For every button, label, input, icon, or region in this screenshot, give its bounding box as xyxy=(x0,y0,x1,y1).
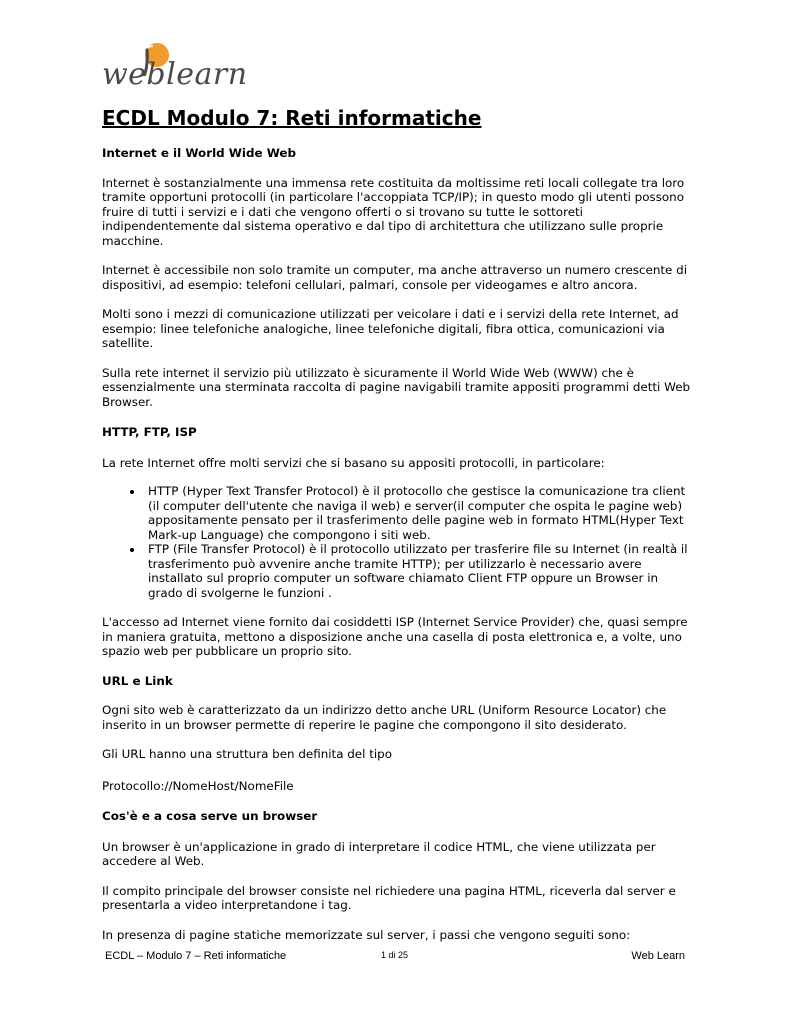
protocol-list xyxy=(102,484,692,600)
paragraph: Gli URL hanno una struttura ben definita del tipo xyxy=(102,747,392,761)
footer-document-title: ECDL – Modulo 7 – Reti informatiche xyxy=(105,950,287,962)
heading-url-link: URL e Link xyxy=(102,673,173,688)
paragraph: La rete Internet offre molti servizi che si basano su appositi protocolli, in particolare: xyxy=(102,455,605,470)
url-structure: Protocollo://NomeHost/NomeFile xyxy=(102,778,294,793)
paragraph: Il compito principale del browser consiste nel richiedere una pagina HTML, riceverla dal server e presentarla a video interpretandone i tag. xyxy=(102,883,676,912)
document-body xyxy=(102,146,692,942)
paragraph: L'accesso ad Internet viene fornito dai cosiddetti ISP (Internet Service Provider) che, quasi sempre in maniera gratuita, mettono a disposizione anche una casella di posta elettronica e, a volte, uno spazio web per pubblicare un proprio sito. xyxy=(102,615,688,658)
footer-brand: Web Learn xyxy=(631,950,685,962)
paragraph: Sulla rete internet il servizio più utilizzato è sicuramente il World Wide Web (WWW) che è essenzialmente una sterminata raccolta di pagine navigabili tramite appositi programmi detti Web Browser. xyxy=(102,365,691,409)
list-item: • HTTP (Hyper Text Transfer Protocol) è il protocollo che gestisce la comunicazione tra client (il computer dell'utente che naviga il web) e server(il computer che ospita le pagine web) appositamente pensato per il trasferimento delle pagine web in formato HTML(Hyper Text Mark-up Language) che compongono i siti web. xyxy=(144,484,692,542)
paragraph: Un browser è un'applicazione in grado di interpretare il codice HTML, che viene utilizzata per accedere al Web. xyxy=(102,839,656,868)
list-item: • FTP (File Transfer Protocol) è il protocollo utilizzato per trasferire file su Internet (in realtà il trasferimento può avvenire anche tramite HTTP); per utilizzarlo è necessario avere installato sul proprio computer un software chiamato Client FTP oppure un Browser in grado di svolgerne le funzioni . xyxy=(144,542,692,600)
paragraph: Internet è sostanzialmente una immensa rete costituita da moltissime reti locali collegate tra loro tramite opportuni protocolli (in particolare l'accoppiata TCP/IP); in questo modo gli utenti possono fruire di tutti i servizi e i dati che vengono offerti o si trovano su tutte le sottoreti indipendentemente dal sistema operativo e dal tipo di architettura che utilizzano sulle proprie macchine. xyxy=(102,175,685,248)
paragraph: Ogni sito web è caratterizzato da un indirizzo detto anche URL (Uniform Resource Locator) che inserito in un browser permette di reperire le pagine che compongono il sito desiderato. xyxy=(102,703,667,732)
footer-page-number: 1 di 25 xyxy=(381,950,409,960)
heading-browser: Cos'è e a cosa serve un browser xyxy=(102,809,318,823)
paragraph: In presenza di pagine statiche memorizzate sul server, i passi che vengono seguiti sono: xyxy=(102,927,631,942)
page-title: ECDL Modulo 7: Reti informatiche xyxy=(102,106,482,130)
heading-http-ftp-isp: HTTP, FTP, ISP xyxy=(102,425,197,439)
page-footer xyxy=(102,950,685,964)
weblearn-logo xyxy=(102,42,248,92)
heading-internet-www: Internet e il World Wide Web xyxy=(102,146,296,160)
paragraph: Molti sono i mezzi di comunicazione utilizzati per veicolare i dati e i servizi della rete Internet, ad esempio: linee telefoniche analogiche, linee telefoniche digitali, fibra ottica, comunicazioni via satellite. xyxy=(102,307,679,350)
paragraph: Internet è accessibile non solo tramite un computer, ma anche attraverso un numero crescente di dispositivi, ad esempio: telefoni cellulari, palmari, console per videogames e altro ancora. xyxy=(102,263,687,292)
logo-wordmark: weblearn xyxy=(102,57,248,92)
